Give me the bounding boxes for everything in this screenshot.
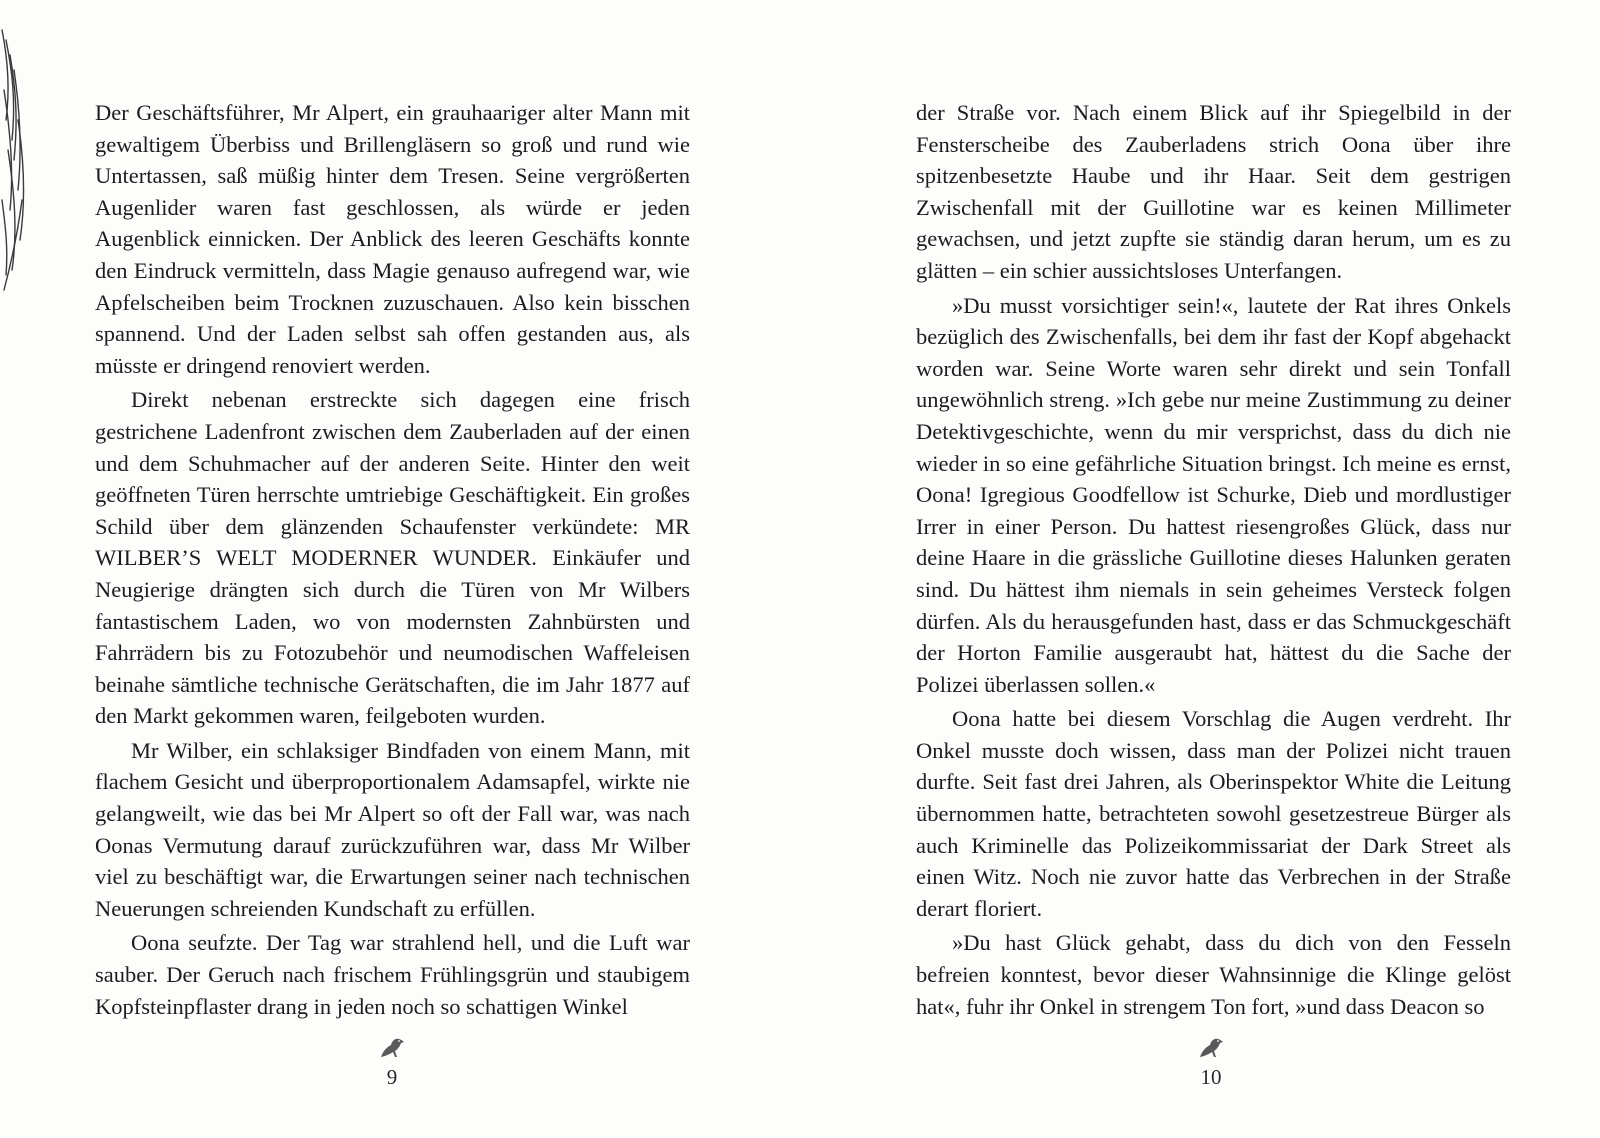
right-paragraph-2: »Du musst vorsichtiger sein!«, lautete der Rat ihres Onkels bezüglich des Zwischenfalls, bei dem ihr fast der Kopf abgehackt worden war. Seine Worte waren sehr direkt und sein Tonfall ungewöhnlich streng. »Ich gebe nur meine Zustimmung zu deiner Detektivgeschichte, wenn du mir versprichst, dass du dich nie wieder in so eine gefährliche Situation bringst. Ich meine es ernst, Oona! Igregious Goodfellow ist Schurke, Dieb und mordlustiger Irrer in einer Person. Du hattest riesengroßes Glück, dass nur deine Haare in die grässliche Guillotine dieses Halunken geraten sind. Du hättest ihm niemals in sein geheimes Versteck folgen dürfen. Als du herausgefunden hast, dass er das Schmuckgeschäft der Horton Familie ausgeraubt hat, hättest du die Sache der Polizei überlassen sollen.« — [916, 292, 1511, 697]
grass-ornament-icon — [0, 0, 40, 300]
crow-icon — [1196, 1033, 1226, 1063]
page-number-left: 9 — [386, 1065, 398, 1089]
right-page-text — [916, 97, 1511, 1025]
left-page-footer — [362, 1033, 422, 1090]
crow-icon — [377, 1033, 407, 1063]
left-paragraph-2: Direkt nebenan erstreckte sich dagegen eine frisch gestrichene Ladenfront zwischen dem Zauberladen auf der einen und dem Schuhmacher auf der anderen Seite. Hinter den weit geöffneten Türen herrschte umtriebige Geschäftigkeit. Ein großes Schild über dem glänzenden Schaufenster verkündete: MR WILBER’S WELT MODERNER WUNDER. Einkäufer und Neugierige drängten sich durch die Türen von Mr Wilbers fantastischem Laden, wo von modernsten Zahnbürsten und Fahrrädern bis zu Fotozubehör und neumodischen Waffeleisen beinahe sämtliche technische Gerätschaften, die im Jahr 1877 auf den Markt gekommen waren, feilgeboten wurden. — [95, 387, 690, 729]
left-paragraph-3: Mr Wilber, ein schlaksiger Bindfaden von einem Mann, mit flachem Gesicht und überproportionalem Adamsapfel, wirkte nie gelangweilt, wie das bei Mr Alpert so oft der Fall war, was nach Oonas Vermutung darauf zurückzuführen war, dass Mr Wilber viel zu beschäftigt war, die Erwartungen seiner nach technischen Neuerungen schreienden Kundschaft zu erfüllen. — [95, 737, 690, 921]
right-page-footer — [1181, 1033, 1241, 1090]
page-number-right: 10 — [1200, 1065, 1222, 1089]
right-paragraph-1: der Straße vor. Nach einem Blick auf ihr Spiegelbild in der Fensterscheibe des Zauberladens strich Oona über ihre spitzenbesetzte Haube und ihr Haar. Seit dem gestrigen Zwischenfall mit der Guillotine war es keinen Millimeter gewachsen, und jetzt zupfte sie ständig daran herum, um es zu glätten – ein schier aussichtsloses Unterfangen. — [916, 100, 1511, 283]
right-paragraph-3: Oona hatte bei diesem Vorschlag die Augen verdreht. Ihr Onkel musste doch wissen, dass man der Polizei nicht trauen durfte. Seit fast drei Jahren, als Oberinspektor White die Leitung übernommen hatte, betrachteten sowohl gesetzestreue Bürger als auch Kriminelle das Polizeikommissariat der Dark Street als einen Witz. Noch nie zuvor hatte das Verbrechen in der Straße derart floriert. — [916, 706, 1511, 921]
left-paragraph-1: Der Geschäftsführer, Mr Alpert, ein grauhaariger alter Mann mit gewaltigem Überbiss und Brillengläsern so groß und rund wie Untertassen, saß müßig hinter dem Tresen. Seine vergrößerten Augenlider waren fast geschlossen, als würde er jeden Augenblick einnicken. Der Anblick des leeren Geschäfts konnte den Eindruck vermitteln, dass Magie genauso aufregend war, wie Apfelscheiben beim Trocknen zuzuschauen. Also kein bisschen spannend. Und der Laden selbst sah offen gestanden aus, als müsste er dringend renoviert werden. — [95, 100, 690, 378]
right-paragraph-4: »Du hast Glück gehabt, dass du dich von den Fesseln befreien konntest, bevor dieser Wahnsinnige die Klinge gelöst hat«, fuhr ihr Onkel in strengem Ton fort, »und dass Deacon so — [916, 930, 1511, 1019]
left-paragraph-4: Oona seufzte. Der Tag war strahlend hell, und die Luft war sauber. Der Geruch nach frischem Frühlingsgrün und staubigem Kopfsteinpflaster drang in jeden noch so schattigen Winkel — [95, 930, 690, 1019]
left-page-text — [95, 97, 690, 1025]
